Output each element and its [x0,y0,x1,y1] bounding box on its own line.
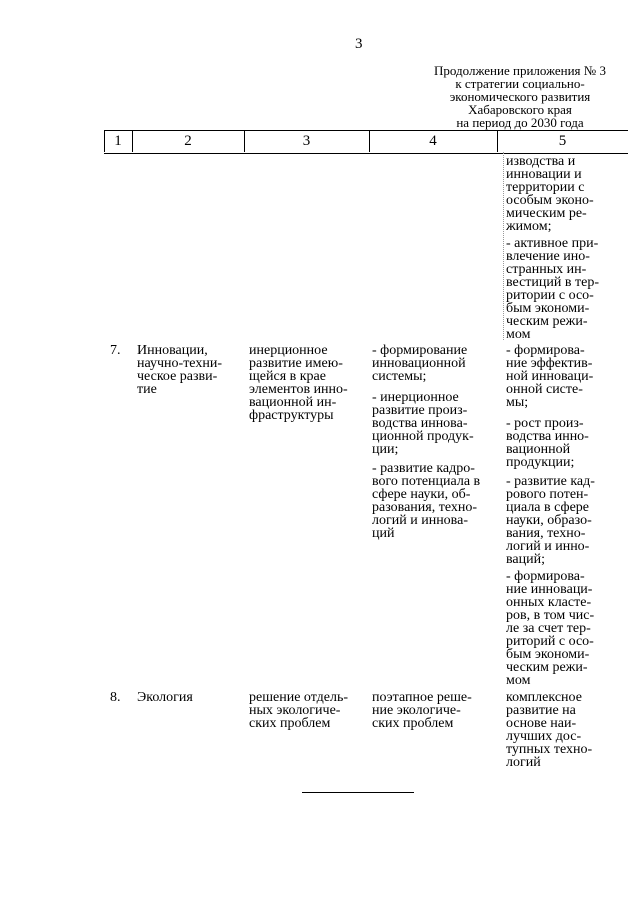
row-col5-item: - формирова- ние эффектив- ной инноваци- онной систе- мы; [506,343,594,410]
continued-cell-text: - активное при- влечение ино- странных ин- вестиций в тер- ритории с осо- бым экономи- ческим режи- мом [506,236,599,342]
column-number: 1 [114,133,122,149]
appendix-line: Хабаровского края [468,102,572,117]
column-number: 3 [302,133,311,149]
column-number: 4 [429,133,437,149]
column-number: 2 [184,133,192,149]
row-number: 7. [110,343,121,358]
row-number: 8. [110,690,121,705]
row-col4-item: - инерционное развитие произ- водства иннова- ционной продук- ции; [372,390,474,457]
appendix-line: к стратегии социально- [455,76,585,91]
end-rule [302,792,414,793]
row-col4-item: поэтапное реше- ние экологиче- ских проблем [372,690,472,731]
row-col5-item: - рост произ- водства инно- вационной продукции; [506,416,589,470]
appendix-line: экономического развития [449,89,591,104]
row-topic: Инновации, научно-техни- ческое разви- тие [137,343,222,397]
row-col5-item: - развитие кад- рового потен- циала в сфере науки, образо- вания, техно- логий и инно- ваций; [506,474,595,567]
row-col5-item: комплексное развитие на основе наи- лучших дос- тупных техно- логий [506,690,593,770]
page-number: 3 [355,36,363,52]
appendix-title: Продолжение приложения № 3 [434,63,606,78]
row-col5-item: - формирова- ние инноваци- онных класте- ров, в том чис- ле за счет тер- риторий с осо- бым экономи- ческим режи- мом [506,569,595,688]
continued-cell-text: изводства и инновации и территории с особым эконо- мическим ре- жимом; [506,154,594,234]
row-col4-item: - развитие кадро- вого потенциала в сфере науки, об- разования, техно- логий и иннова- ций [372,461,481,541]
appendix-line: на период до 2030 года [456,115,584,130]
column-number: 5 [558,133,567,149]
row-inertial-scenario: инерционное развитие имею- щейся в крае элементов инно- вационной ин- фраструктуры [249,343,348,423]
appendix-header [420,64,620,129]
row-col4-item: - формирование инновационной системы; [372,343,468,384]
row-inertial-scenario: решение отдель- ных экологиче- ских проблем [249,690,349,731]
column-continuation-guide [503,152,504,340]
row-topic: Экология [137,690,193,705]
